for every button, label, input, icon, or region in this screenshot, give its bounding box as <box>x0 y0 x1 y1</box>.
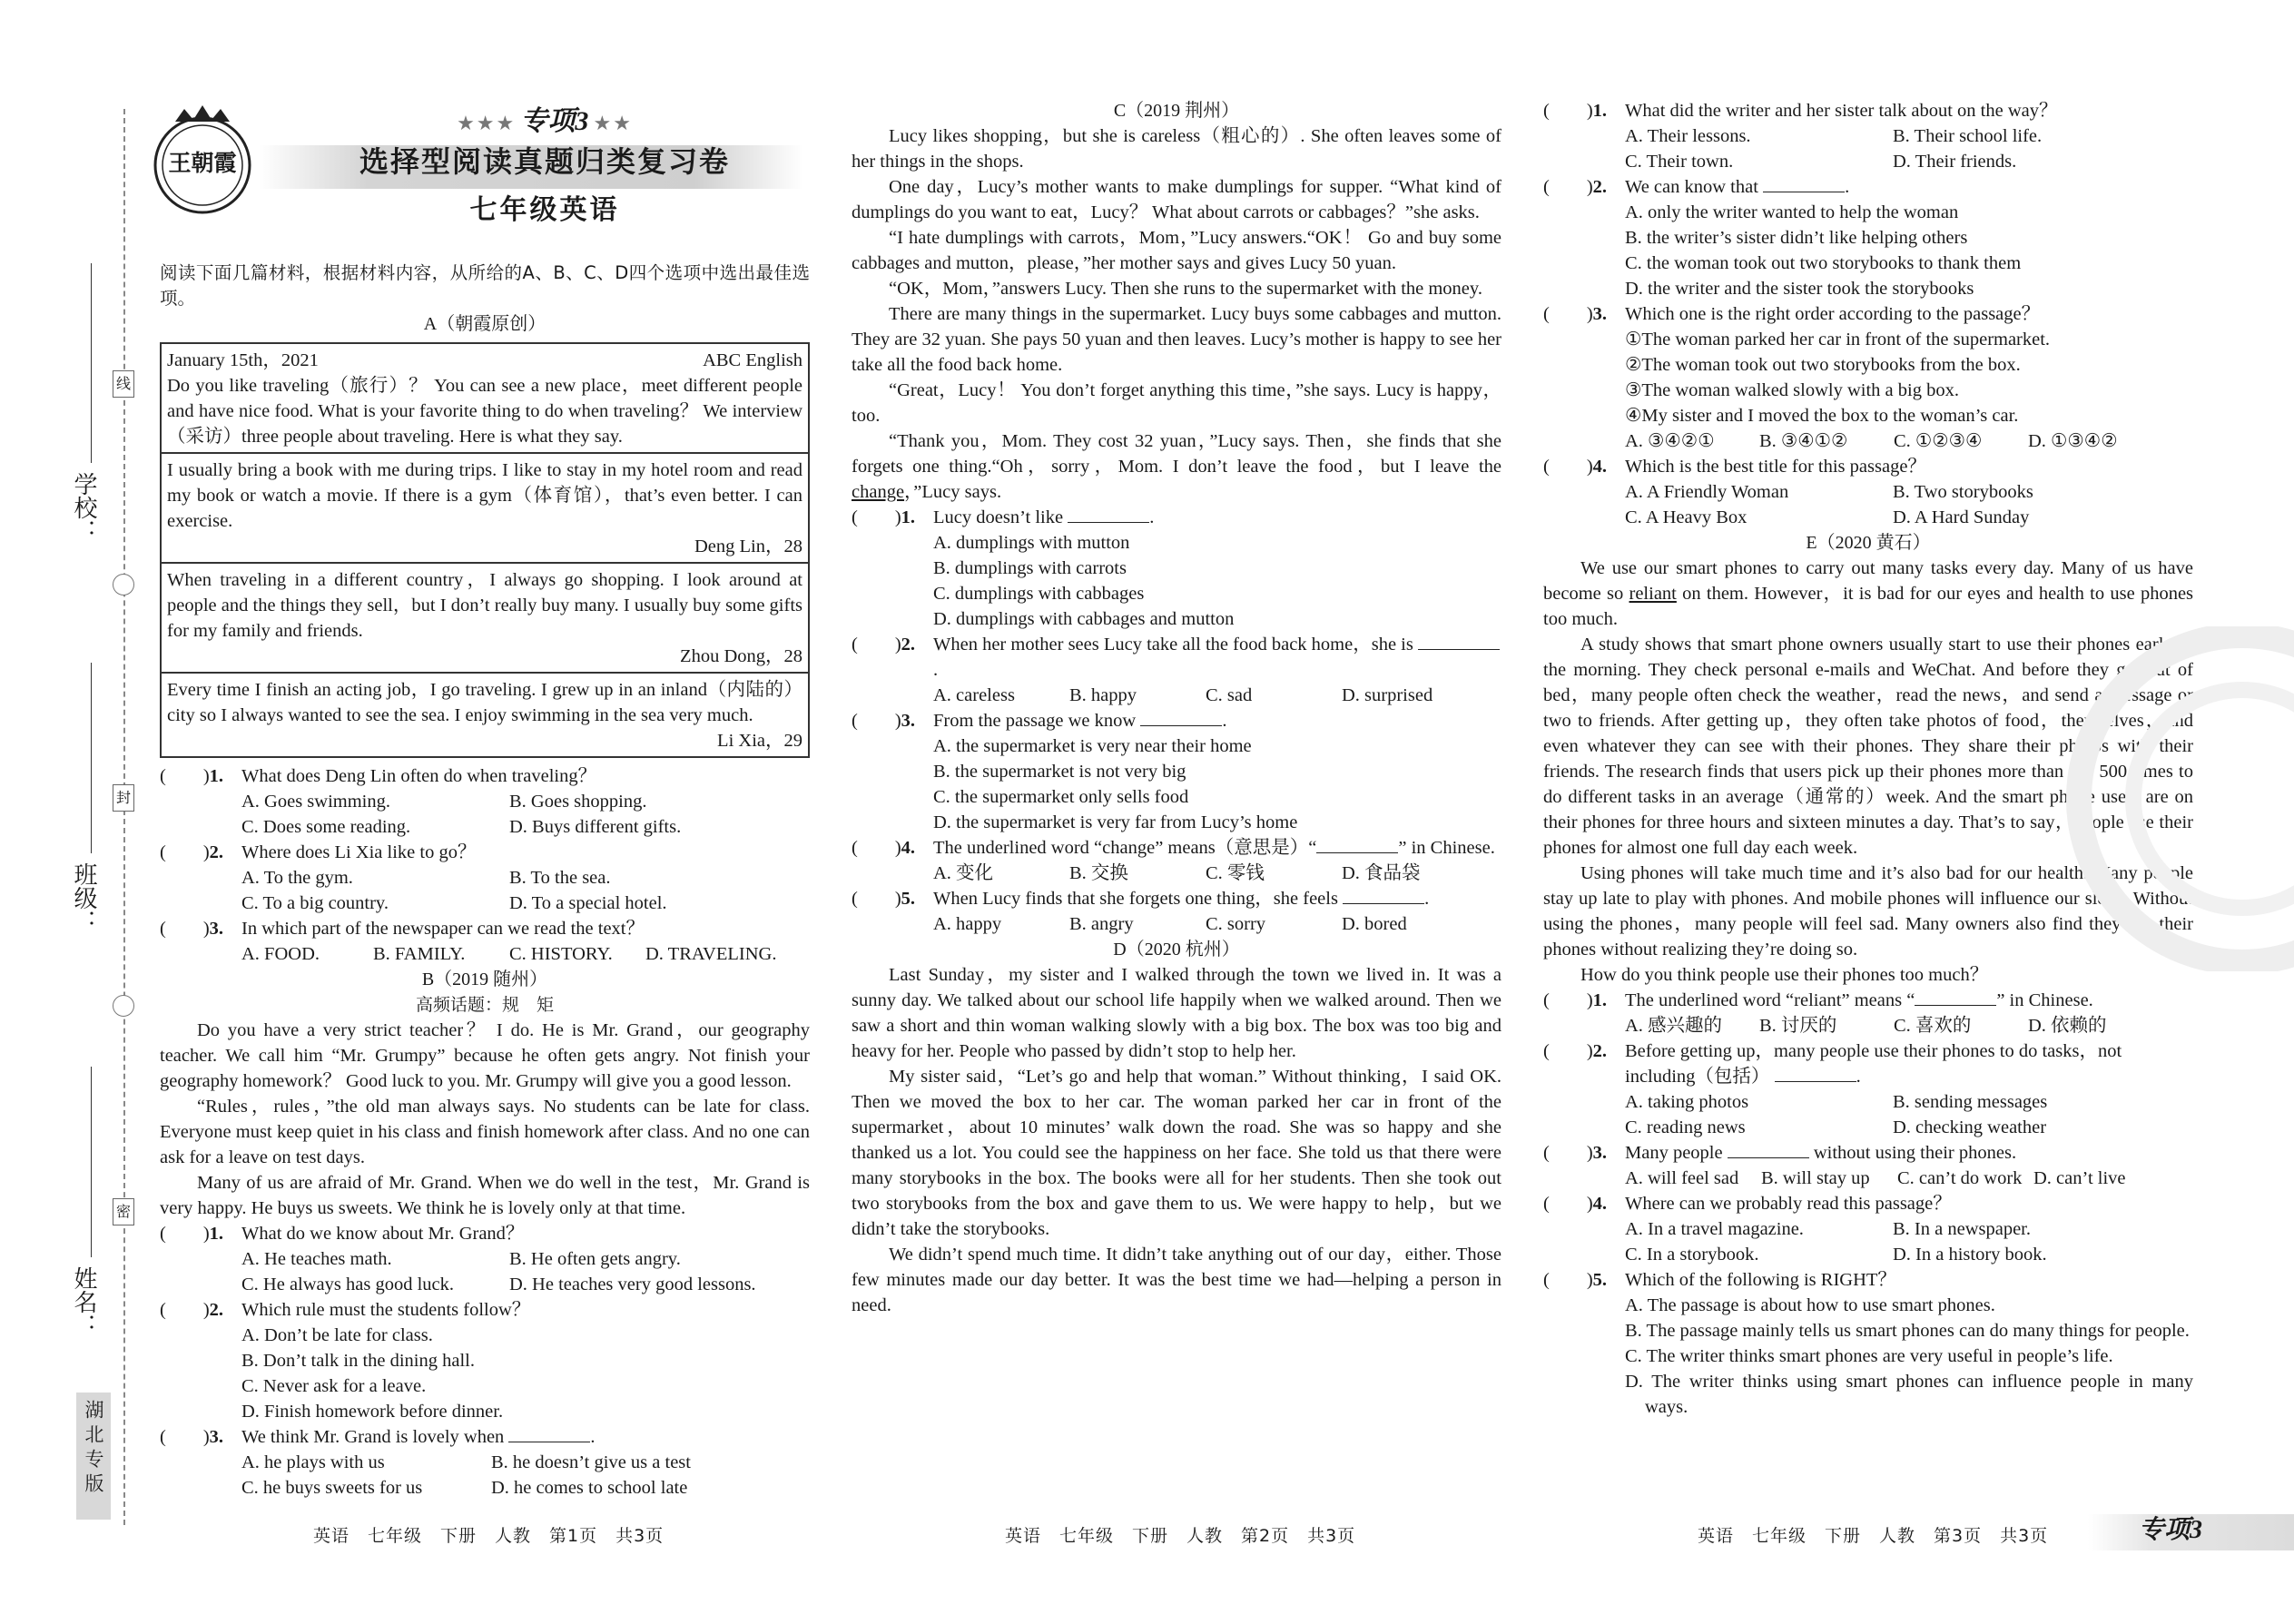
instructions: 阅读下面几篇材料，根据材料内容，从所给的A、B、C、D四个选项中选出最佳选项。 <box>160 262 810 309</box>
fill-blank[interactable] <box>1316 837 1398 853</box>
section-b-title: B（2019 随州） <box>421 969 548 989</box>
footer-tab <box>2088 1514 2294 1550</box>
question: ( )1. Lucy doesn’t like . <box>852 505 1501 530</box>
option[interactable]: C. A Heavy Box <box>1625 507 1748 527</box>
question-text: without using their phones. <box>1813 1143 2017 1163</box>
paragraph-text: We use our smart phones to carry out many tasks every day. Many of us have become so <box>1543 558 2193 604</box>
question <box>160 1297 810 1323</box>
option[interactable]: A. In a travel magazine. <box>1625 1219 1804 1239</box>
question-text: Which is the best title for this passage？ <box>1625 457 1926 477</box>
paragraph: How do you think people use their phones too much？ <box>1580 965 1989 985</box>
underlined-word: reliant <box>1629 584 1677 604</box>
name-label: 姓名： <box>70 1266 97 1337</box>
option[interactable]: D. The writer thinks using smart phones can influence people in many ways. <box>1625 1372 2193 1417</box>
question-text: The underlined word “change” means（意思是）“ <box>933 838 1317 858</box>
option[interactable]: B. Their school life. <box>1893 126 2043 146</box>
option[interactable]: D. he comes to school late <box>491 1478 688 1498</box>
signature: Deng Lin，28 <box>694 536 802 556</box>
name-field[interactable] <box>91 1067 92 1257</box>
question-text: Which one is the right order according to the passage？ <box>1625 304 2041 324</box>
option[interactable]: B. The passage mainly tells us smart phones can do many things for people. <box>1625 1321 2190 1341</box>
option[interactable]: D. 依赖的 <box>2028 1016 2107 1036</box>
signature: Li Xia，29 <box>717 731 802 751</box>
option[interactable]: D. can’t live <box>2033 1168 2126 1188</box>
question <box>160 840 810 865</box>
option[interactable]: B. ③④①② <box>1759 431 1848 451</box>
question <box>1543 988 2193 1013</box>
question-text: In which part of the newspaper can we read the text？ <box>241 919 645 939</box>
fill-blank[interactable] <box>1775 1066 1856 1082</box>
section-d-title: D（2020 杭州） <box>1113 940 1240 960</box>
class-label: 班级： <box>70 862 97 933</box>
question: ( )2. When her mother sees Lucy take all the food back home，she is . <box>852 632 1501 683</box>
option[interactable]: A. the supermarket is very near their home <box>933 736 1252 756</box>
option[interactable]: D. To a special hotel. <box>509 893 667 913</box>
option[interactable]: C. 喜欢的 <box>1894 1016 1972 1036</box>
question-text: From the passage we know <box>933 711 1137 731</box>
option[interactable]: C. The writer thinks smart phones are very useful in people’s life. <box>1625 1346 2113 1366</box>
option[interactable]: C. ①②③④ <box>1894 431 1983 451</box>
option[interactable]: B. He often gets angry. <box>509 1249 681 1269</box>
section-e-title: E（2020 黄石） <box>1806 533 1931 553</box>
option[interactable]: D. Buys different gifts. <box>509 817 682 837</box>
question-text: We think Mr. Grand is lovely when <box>241 1427 505 1447</box>
option[interactable]: B. Goes shopping. <box>509 792 647 812</box>
school-field[interactable] <box>91 263 92 463</box>
answer-blank[interactable]: ( )2. <box>160 842 224 862</box>
option[interactable]: A. 变化 <box>933 863 994 883</box>
question-text: Many people <box>1625 1143 1723 1163</box>
question <box>1543 1267 2193 1293</box>
watermark-seal-icon <box>2024 626 2294 971</box>
fill-blank[interactable] <box>1763 176 1845 192</box>
logo <box>143 100 261 218</box>
question-text: What did the writer and her sister talk about on the way？ <box>1625 101 2058 121</box>
option[interactable]: B. will stay up <box>1761 1168 1870 1188</box>
question: ( )2. We can know that . <box>1543 174 2193 200</box>
option[interactable]: D. the writer and the sister took the storybooks <box>1625 279 1974 299</box>
question-text: ” in Chinese. <box>1398 838 1495 858</box>
option[interactable]: D. In a history book. <box>1893 1245 2047 1265</box>
option[interactable]: A. The passage is about how to use smart phones. <box>1625 1295 1995 1315</box>
paragraph: “Great，Lucy！ You don’t forget anything this time，”she says. Lucy is happy，too. <box>852 380 1501 426</box>
option[interactable]: B. Two storybooks <box>1893 482 2033 502</box>
footer-page-1: 英语 七年级 下册 人教 第1页 共3页 <box>313 1526 665 1546</box>
answer-blank[interactable]: ( )3. <box>852 711 916 731</box>
option[interactable]: A. only the writer wanted to help the woman <box>1625 202 1959 222</box>
option[interactable]: B. the writer’s sister didn’t like helping others <box>1625 228 1968 248</box>
option[interactable]: C. He always has good luck. <box>241 1275 454 1294</box>
option[interactable]: D. dumplings with cabbages and mutton <box>933 609 1235 629</box>
binding-line <box>123 109 125 1525</box>
paragraph: Many of us are afraid of Mr. Grand. When we do well in the test，Mr. Grand is very happy. He buys us sweets. We think he is lovely only at that time. <box>160 1173 810 1218</box>
fill-blank[interactable] <box>1915 989 1996 1006</box>
option[interactable]: C. HISTORY. <box>509 944 613 964</box>
option[interactable]: D. TRAVELING. <box>645 944 777 964</box>
option[interactable]: A. FOOD. <box>241 944 320 964</box>
option[interactable]: C. sad <box>1206 685 1253 705</box>
option[interactable]: A. Goes swimming. <box>241 792 390 812</box>
answer-blank[interactable]: ( )1. <box>1543 990 1608 1010</box>
order-item: ④My sister and I moved the box to the woman’s car. <box>1625 406 2019 426</box>
fill-blank[interactable] <box>1728 1142 1809 1158</box>
option[interactable]: B. In a newspaper. <box>1893 1219 2031 1239</box>
option[interactable]: A. Don’t be late for class. <box>241 1325 433 1345</box>
order-item: ②The woman took out two storybooks from the box. <box>1625 355 2021 375</box>
interview-li-xia: Every time I finish an acting job，I go traveling. I grew up in an inland（内陆的）city so I always wanted to see the sea. I enjoy swimming in the sea very much. <box>167 680 802 725</box>
answer-blank[interactable]: ( )4. <box>1543 457 1608 477</box>
paragraph: We didn’t spend much time. It didn’t take anything out of our day，either. Those few minutes made our day better. It was the best time we had—helping a person in need. <box>852 1245 1501 1315</box>
question-text: Which rule must the students follow？ <box>241 1300 531 1320</box>
question <box>1543 301 2193 327</box>
paragraph-text: on them. However，it is bad for our eyes and health to use phones too much. <box>1543 584 2194 629</box>
option[interactable]: D. He teaches very good lessons. <box>509 1275 756 1294</box>
question-text: What do we know about Mr. Grand？ <box>241 1224 525 1244</box>
answer-blank[interactable]: ( )2. <box>1543 1041 1608 1061</box>
option[interactable]: B. Don’t talk in the dining hall. <box>241 1351 475 1371</box>
watermark-seal <box>2024 626 2294 971</box>
answer-blank[interactable]: ( )4. <box>852 838 916 858</box>
option[interactable]: B. dumplings with carrots <box>933 558 1127 578</box>
fill-blank[interactable] <box>508 1426 590 1442</box>
option[interactable]: B. sending messages <box>1893 1092 2048 1112</box>
option[interactable]: D. Finish homework before dinner. <box>241 1402 504 1422</box>
question-text: Where can we probably read this passage？ <box>1625 1194 1952 1214</box>
interview-deng-lin: I usually bring a book with me during trips. I like to stay in my hotel room and read my book or watch a movie. If there is a gym（体育馆），that’s even better. I can exercise. <box>167 460 802 531</box>
question: ( )3. We think Mr. Grand is lovely when . <box>160 1424 810 1450</box>
question-text: When her mother sees Lucy take all the food back home，she is <box>933 635 1413 655</box>
binding-mark-mi: 密 <box>113 1198 134 1225</box>
topic-label: 高频话题：规 矩 <box>415 995 554 1015</box>
option[interactable]: B. the supermarket is not very big <box>933 762 1186 782</box>
question-text: Before getting up，many people use their phones to do tasks，not including（包括） <box>1625 1041 2122 1087</box>
option[interactable]: A. A Friendly Woman <box>1625 482 1789 502</box>
option[interactable]: D. surprised <box>1342 685 1433 705</box>
series-label <box>436 106 654 137</box>
signature: Zhou Dong，28 <box>680 646 802 666</box>
option[interactable]: A. dumplings with mutton <box>933 533 1130 553</box>
option[interactable]: C. reading news <box>1625 1117 1746 1137</box>
section-c-title: C（2019 荆州） <box>1113 101 1240 121</box>
answer-blank[interactable]: ( )5. <box>1543 1270 1608 1290</box>
paragraph: There are many things in the supermarket. Lucy buys some cabbages and mutton. They are 32 yuan. She pays 50 yuan and then leaves. Lucy’s mother is happy to see her take all the food back home. <box>852 304 1501 375</box>
question-text: We can know that <box>1625 177 1758 197</box>
option[interactable]: A. ③④②① <box>1625 431 1715 451</box>
logo-text: 王朝霞 <box>168 150 237 176</box>
fill-blank[interactable] <box>1140 710 1222 726</box>
answer-blank[interactable]: ( )1. <box>852 507 916 527</box>
order-item: ①The woman parked her car in front of the supermarket. <box>1625 330 2051 349</box>
order-item: ③The woman walked slowly with a big box. <box>1625 380 1959 400</box>
stars-left-icon: ★★★ <box>457 112 517 134</box>
option[interactable]: C. the woman took out two storybooks to thank them <box>1625 253 2022 273</box>
option[interactable]: C. Does some reading. <box>241 817 411 837</box>
section-a-title: A（朝霞原创） <box>423 314 546 334</box>
option[interactable]: B. FAMILY. <box>373 944 466 964</box>
page-title: 选择型阅读真题归类复习卷 <box>359 144 730 179</box>
option[interactable]: A. will feel sad <box>1625 1168 1739 1188</box>
paragraph: Lucy likes shopping，but she is careless（粗心的）. She often leaves some of her things in the shops. <box>852 126 1501 172</box>
paragraph: “Rules，rules，”the old man always says. No students can be late for class. Everyone must keep quiet in his class and finish homework after class. And no one can ask for a leave on test days. <box>160 1097 810 1167</box>
option[interactable]: B. 交换 <box>1069 863 1128 883</box>
question <box>160 1221 810 1246</box>
option[interactable]: A. taking photos <box>1625 1092 1749 1112</box>
question-text: The underlined word “reliant” means “ <box>1625 990 1915 1010</box>
option[interactable]: C. 零钱 <box>1206 863 1265 883</box>
paragraph: A study shows that smart phone owners usually start to use their phones early in the morning. They check personal e-mails and WeChat. And before they get out of bed，many people often check the weather，read the news，and send a message or two to friends. After getting up，they often take photos of food，themselves，and even whatever they can see with their phones. They share their photos with their friends. The research finds that users pick up their phones more than 1，500 times to do different tasks in an average（通常的）week. And the smart phone users are on their phones for three hours and sixteen minutes a day. That’s to say，people use their phones for almost one full day each week. <box>1543 635 2193 858</box>
paragraph: “OK，Mom，”answers Lucy. Then she runs to the supermarket with the money. <box>889 279 1482 299</box>
option[interactable]: B. To the sea. <box>509 868 611 888</box>
paragraph <box>852 428 1501 505</box>
option[interactable]: D. Their friends. <box>1893 152 2017 172</box>
series-name: 专项3 <box>520 106 589 136</box>
fill-blank[interactable] <box>1418 634 1500 650</box>
option[interactable]: C. the supermarket only sells food <box>933 787 1189 807</box>
option[interactable]: B. angry <box>1069 914 1134 934</box>
answer-blank[interactable]: ( )1. <box>1543 101 1608 121</box>
option[interactable]: C. Their town. <box>1625 152 1734 172</box>
option[interactable]: D. checking weather <box>1893 1117 2047 1137</box>
option[interactable]: A. he plays with us <box>241 1452 385 1472</box>
question <box>852 835 1501 861</box>
option[interactable]: A. He teaches math. <box>241 1249 392 1269</box>
article-intro: Do you like traveling（旅行）？ You can see a new place，meet different people and have nice food. What is your favorite thing to do when traveling？ We interview（采访）three people about traveling. Here is what they say. <box>167 376 802 447</box>
option[interactable]: D. 食品袋 <box>1342 863 1421 883</box>
option[interactable]: B. he doesn’t give us a test <box>491 1452 691 1472</box>
interview-zhou-dong: When traveling in a different country，I always go shopping. I look around at people and the things they sell，but I don’t really buy many. I usually buy some gifts for my family and friends. <box>167 570 802 641</box>
binding-mark-feng: 封 <box>113 784 134 812</box>
answer-blank[interactable]: ( )3. <box>1543 304 1608 324</box>
grade-title: 七年级英语 <box>469 194 620 226</box>
question-text: Where does Li Xia like to go？ <box>241 842 477 862</box>
option[interactable]: A. Their lessons. <box>1625 126 1751 146</box>
article-date: January 15th，2021 <box>167 350 319 370</box>
paragraph: One day，Lucy’s mother wants to make dumplings for supper. “What kind of dumplings do you want to eat，Lucy？ What about carrots or cabbages？”she asks. <box>852 177 1501 222</box>
option[interactable]: A. careless <box>933 685 1015 705</box>
option[interactable]: C. To a big country. <box>241 893 389 913</box>
paragraph <box>1543 556 2193 632</box>
answer-blank[interactable]: ( )4. <box>1543 1194 1608 1214</box>
paragraph-text: “Thank you，Mom. They cost 32 yuan，”Lucy says. Then，she finds that she forgets one thing.“Oh，sorry，Mom. I don’t leave the food，but I leave the <box>852 431 1501 477</box>
answer-blank[interactable]: ( )2. <box>1543 177 1608 197</box>
edition-badge <box>76 1393 111 1520</box>
option[interactable]: C. he buys sweets for us <box>241 1478 423 1498</box>
paragraph-text: ，”Lucy says. <box>904 482 1002 502</box>
question: ( )3. From the passage we know . <box>852 708 1501 733</box>
answer-blank[interactable]: ( )1. <box>160 1224 224 1244</box>
article-source: ABC English <box>703 350 802 370</box>
binding-mark-xian: 线 <box>113 370 134 398</box>
question-text: When Lucy finds that she forgets one thing，she feels <box>933 889 1338 909</box>
option[interactable]: C. sorry <box>1206 914 1266 934</box>
paragraph: My sister said，“Let’s go and help that woman.” Without thinking，I said OK. Then we moved the box to her car. The woman parked her car in front of the supermarket，about 10 minutes’ walk down the road. She was so happy and she thanked us a lot. You could see the happiness on her face. She told us that there were many storybooks in the box. The books were all for her students. Then she took out two storybooks from the box and gave them to us. We were happy to help，but we didn’t take the storybooks. <box>852 1067 1501 1239</box>
question-text: Which of the following is RIGHT？ <box>1625 1270 1896 1290</box>
question <box>1543 98 2193 123</box>
option[interactable]: D. bored <box>1342 914 1407 934</box>
option[interactable]: C. Never ask for a leave. <box>241 1376 427 1396</box>
paragraph: Using phones will take much time and it’s also bad for our health. Many people stay up late to play with phones. And mobile phones will influence our sleep. Without using the phones，many people will feel sad. Many owners also find they use their phones without realizing they’re doing so. <box>1543 863 2193 960</box>
answer-blank[interactable]: ( )5. <box>852 889 916 909</box>
option[interactable]: B. 讨厌的 <box>1759 1016 1837 1036</box>
paragraph: Do you have a very strict teacher？ I do. He is Mr. Grand，our geography teacher. We call him “Mr. Grumpy” because he often gets angry. Not finish your geography homework？ Good luck to you. Mr. Grumpy will give you a good lesson. <box>160 1020 810 1091</box>
class-field[interactable] <box>91 663 92 853</box>
underlined-word: change <box>852 482 905 502</box>
option[interactable]: B. happy <box>1069 685 1137 705</box>
option[interactable]: D. ①③④② <box>2028 431 2118 451</box>
footer-tab-text: 专项3 <box>2139 1516 2203 1544</box>
question: ( )5. When Lucy finds that she forgets one thing，she feels . <box>852 886 1501 911</box>
option[interactable]: D. A Hard Sunday <box>1893 507 2030 527</box>
binding-dot <box>113 574 134 595</box>
option[interactable]: C. dumplings with cabbages <box>933 584 1145 604</box>
fill-blank[interactable] <box>1343 888 1424 904</box>
question: ( )2. Before getting up，many people use their phones to do tasks，not including（包括） . <box>1543 1038 2193 1089</box>
option[interactable]: A. To the gym. <box>241 868 353 888</box>
question <box>1543 1140 2193 1166</box>
option[interactable]: A. happy <box>933 914 1002 934</box>
answer-blank[interactable]: ( )2. <box>160 1300 224 1320</box>
paragraph: “I hate dumplings with carrots，Mom，”Lucy answers.“OK！ Go and buy some cabbages and mutton，please，”her mother says and gives Lucy 50 yuan. <box>852 228 1501 273</box>
answer-blank[interactable]: ( )3. <box>160 1427 224 1447</box>
question <box>160 763 810 789</box>
question <box>160 916 810 941</box>
answer-blank[interactable]: ( )3. <box>160 919 224 939</box>
school-label: 学校： <box>70 472 97 543</box>
option[interactable]: C. can’t do work <box>1897 1168 2023 1188</box>
answer-blank[interactable]: ( )2. <box>852 635 916 655</box>
footer-page-3: 英语 七年级 下册 人教 第3页 共3页 <box>1698 1526 2049 1546</box>
option[interactable]: D. the supermarket is very far from Lucy’s home <box>933 812 1298 832</box>
section-a-box <box>160 342 810 758</box>
option[interactable]: A. 感兴趣的 <box>1625 1016 1723 1036</box>
stars-right-icon: ★★ <box>593 112 633 134</box>
question-text: ” in Chinese. <box>1996 990 2093 1010</box>
edition-text: 湖北专版 <box>83 1400 104 1498</box>
option[interactable]: C. In a storybook. <box>1625 1245 1759 1265</box>
question-text: Lucy doesn’t like <box>933 507 1064 527</box>
binding-dot <box>113 995 134 1017</box>
question <box>1543 454 2193 479</box>
answer-blank[interactable]: ( )1. <box>160 766 224 786</box>
fill-blank[interactable] <box>1068 507 1149 523</box>
footer-page-2: 英语 七年级 下册 人教 第2页 共3页 <box>1005 1526 1356 1546</box>
question <box>1543 1191 2193 1216</box>
paragraph: Last Sunday，my sister and I walked through the town we lived in. It was a sunny day. We talked about our school life happily when we walked around. Then we saw a short and thin woman walking slowly with a big box. The box was too big and heavy for her. People who passed by didn’t stop to help her. <box>852 965 1501 1061</box>
question-text: What does Deng Lin often do when traveling？ <box>241 766 597 786</box>
answer-blank[interactable]: ( )3. <box>1543 1143 1608 1163</box>
